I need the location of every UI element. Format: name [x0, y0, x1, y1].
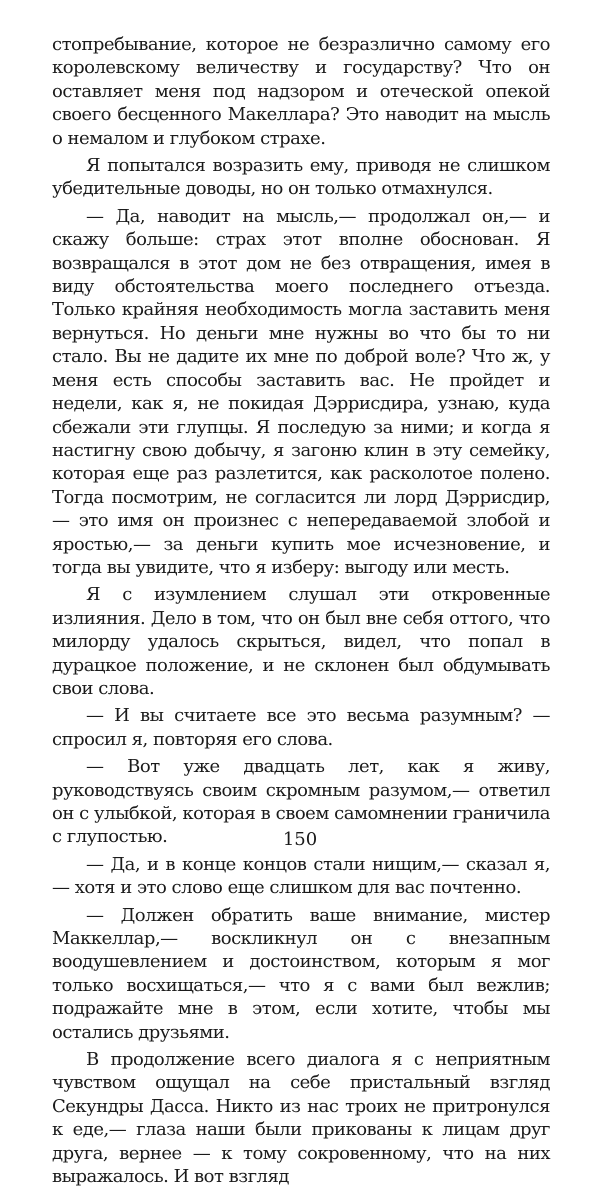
paragraph: — Вот уже двадцать лет, как я живу, руководствуясь своим скромным разумом,— ответил он с улыбкой, которая в своем самомнении граничила с глупостью.: [52, 756, 550, 848]
paragraph: — Должен обратить ваше внимание, мистер Маккеллар,— воскликнул он с внезапным воодушевлением и достоинством, которым я мог только восхищаться,— что я с вами был вежлив; подражайте мне в этом, если хотите, чтобы мы остались друзьями.: [52, 904, 550, 1043]
paragraph: — И вы считаете все это весьма разумным? — спросил я, повторяя его слова.: [52, 705, 550, 750]
paragraph: Я попытался возразить ему, приводя не слишком убедительные доводы, но он только отмахнулся.: [52, 155, 550, 200]
paragraph: — Да, и в конце концов стали нищим,— сказал я,— хотя и это слово еще слишком для вас почтенно.: [52, 853, 550, 899]
paragraph: — Да, наводит на мысль,— продолжал он,— и скажу больше: страх этот вполне обоснован. Я возвращался в этот дом не без отвращения, имея в виду обстоятельства моего последнего отъезда. Только крайняя необходимость могла заставить меня вернуться. Но деньги мне нужны во что бы то ни стало. Вы не дадите их мне по доброй воле? Что ж, у меня есть способы заставить вас. Не пройдет и недели, как я, не покидая Дэррисдира, узнаю, куда сбежали эти глупцы. Я последую за ними; и когда я настигну свою добычу, я загоню клин в эту семейку, которая еще раз разлетится, как расколотое полено. Тогда посмотрим, не согласится ли лорд Дэррисдир,— это имя он произнес с непередаваемой злобой и яростью,— за деньги купить мое исчезновение, и тогда вы увидите, что я изберу: выгоду или месть.: [52, 205, 550, 578]
paragraph: Я с изумлением слушал эти откровенные излияния. Дело в том, что он был вне себя оттого, что милорду удалось скрыться, видел, что попал в дурацкое положение, и не склонен был обдумывать свои слова.: [52, 584, 550, 699]
paragraph-continued: стопребывание, которое не безразлично самому его королевскому величеству и государству? Что он оставляет меня под надзором и отеческой опекой своего бесценного Макеллара? Это наводит на мысль о немалом и глубоком страхе.: [52, 34, 550, 149]
page-text: [52, 33, 550, 1189]
page-number: 150: [282, 829, 318, 850]
paragraph: В продолжение всего диалога я с неприятным чувством ощущал на себе пристальный взгляд Секундры Дасса. Никто из нас троих не притронулся к еде,— глаза наши были прикованы к лицам друг друга, вернее — к тому сокровенному, что на них выражалось. И вот взгляд: [52, 1049, 550, 1188]
